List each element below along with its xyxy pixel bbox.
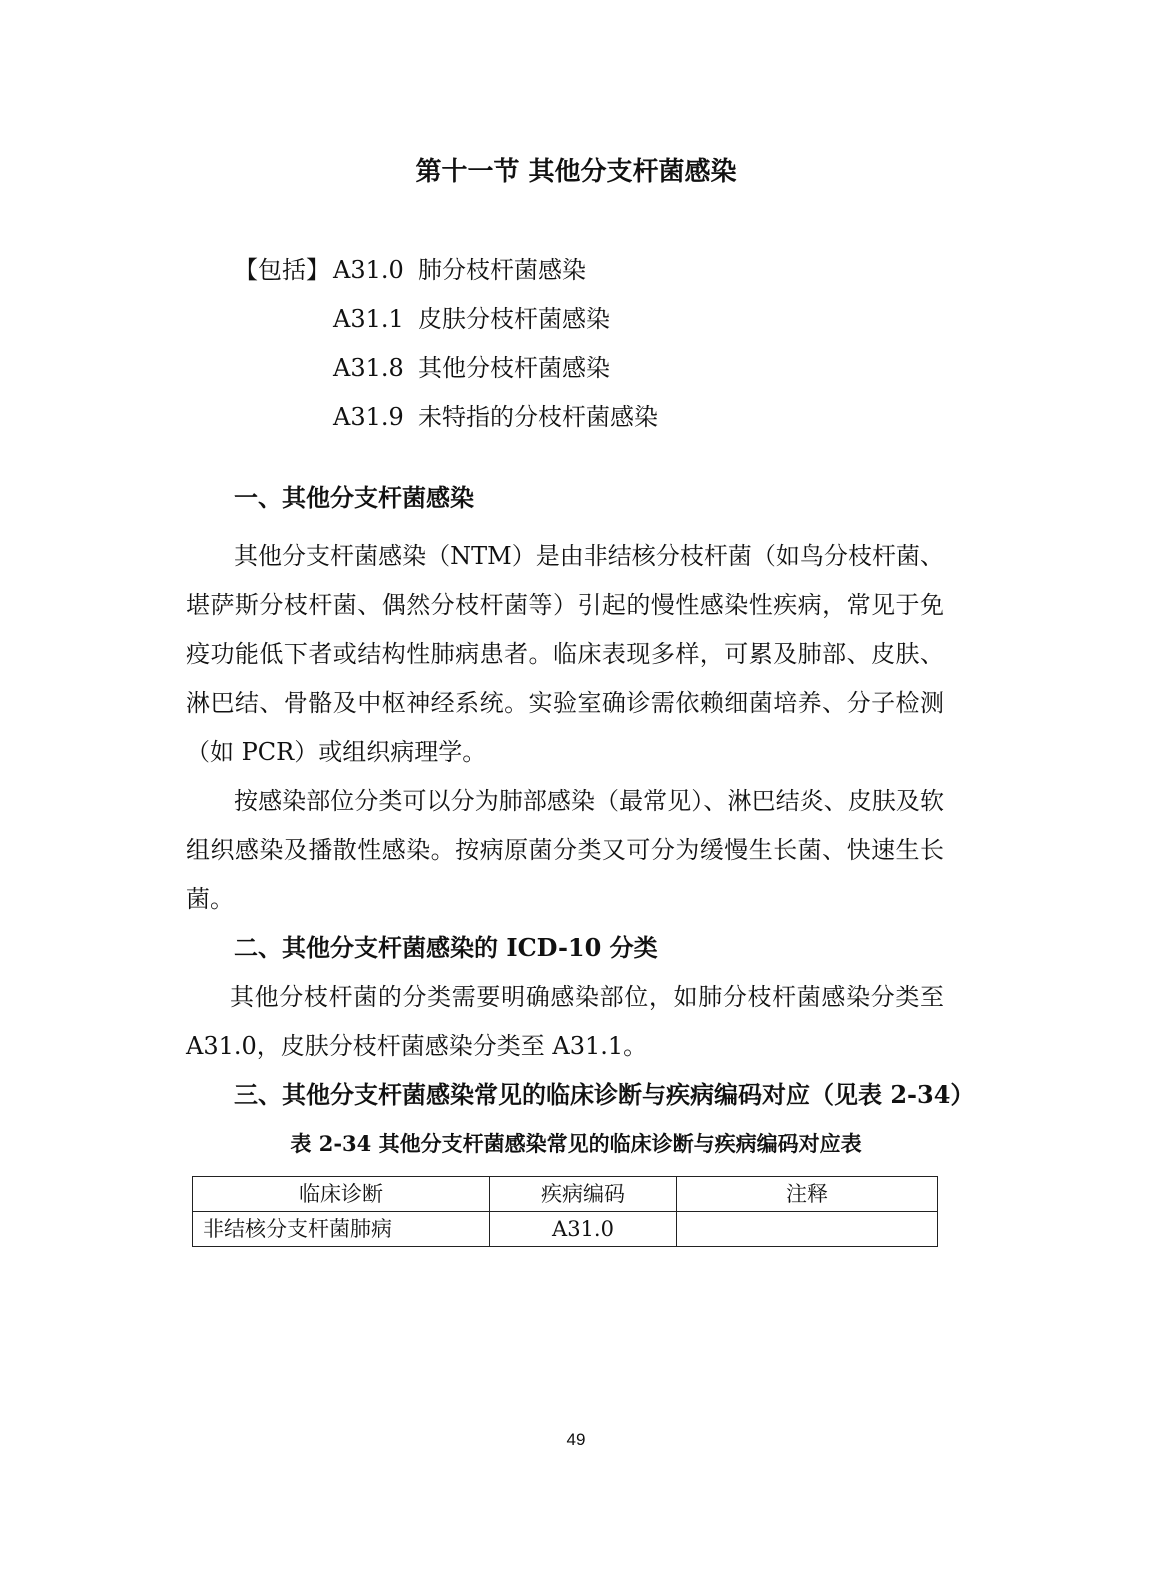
include-code: A31.0 — [333, 256, 404, 284]
column-header: 注释 — [677, 1177, 938, 1212]
table-cell: A31.0 — [490, 1212, 677, 1247]
section-2-paragraph: 其他分枝杆菌的分类需要明确感染部位，如肺分枝杆菌感染分类至 A31.0，皮肤分枝杆菌感染分类至 A31.1。 — [186, 983, 944, 1060]
include-code: A31.1 — [333, 305, 404, 333]
section-1-paragraph: 其他分支杆菌感染（NTM）是由非结核分枝杆菌（如鸟分枝杆菌、堪萨斯分枝杆菌、偶然分枝杆菌等）引起的慢性感染性疾病，常见于免疫功能低下者或结构性肺病患者。临床表现多样，可累及肺部、皮肤、淋巴结、骨骼及中枢神经系统。实验室确诊需依赖细菌培养、分子检测（如 PCR）或组织病理学。 — [186, 542, 944, 766]
section-heading-2: 二、其他分支杆菌感染的 ICD-10 分类 — [234, 933, 658, 962]
page-number: 49 — [566, 1430, 586, 1449]
table-header-row — [193, 1177, 938, 1212]
include-name: 未特指的分枝杆菌感染 — [418, 403, 658, 431]
column-header: 临床诊断 — [193, 1177, 490, 1212]
section-heading-3: 三、其他分支杆菌感染常见的临床诊断与疾病编码对应（见表 2-34） — [234, 1080, 975, 1109]
include-code: A31.8 — [333, 354, 404, 382]
include-code: A31.9 — [333, 403, 404, 431]
table-caption: 表 2-34 其他分支杆菌感染常见的临床诊断与疾病编码对应表 — [290, 1131, 862, 1156]
page-title: 第十一节 其他分支杆菌感染 — [415, 157, 737, 187]
column-header: 疾病编码 — [490, 1177, 677, 1212]
table-cell — [677, 1212, 938, 1247]
include-name: 肺分枝杆菌感染 — [418, 256, 586, 284]
include-name: 皮肤分枝杆菌感染 — [418, 305, 610, 333]
table-row — [193, 1212, 938, 1247]
include-name: 其他分枝杆菌感染 — [418, 354, 610, 382]
section-heading-1: 一、其他分支杆菌感染 — [234, 483, 474, 512]
table-cell: 非结核分支杆菌肺病 — [193, 1212, 490, 1247]
include-label: 【包括】 — [234, 256, 330, 284]
section-1-paragraph: 按感染部位分类可以分为肺部感染（最常见）、淋巴结炎、皮肤及软组织感染及播散性感染。按病原菌分类又可分为缓慢生长菌、快速生长菌。 — [186, 787, 944, 913]
diagnosis-code-table — [192, 1176, 938, 1247]
